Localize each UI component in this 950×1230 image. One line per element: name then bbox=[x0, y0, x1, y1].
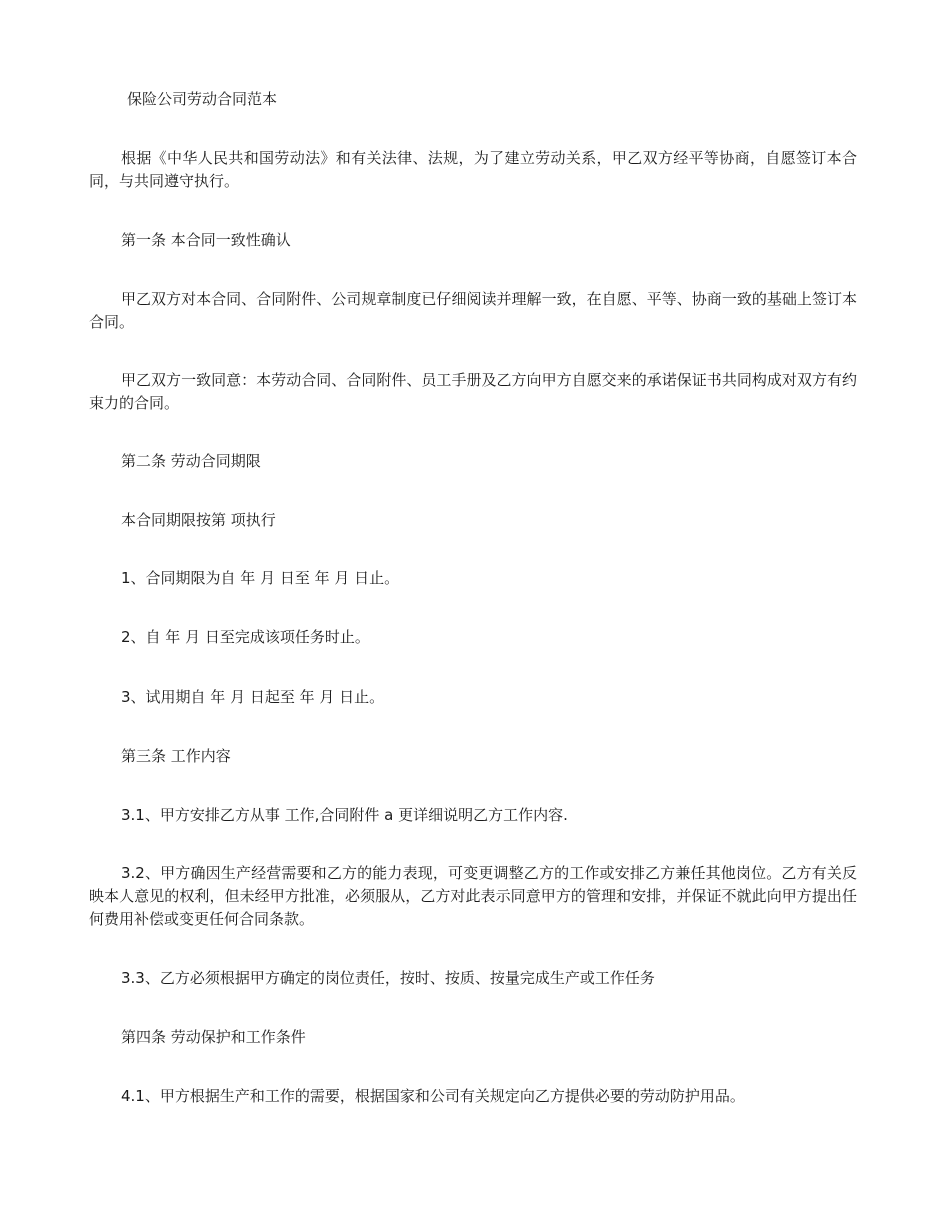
paragraph-preamble: 根据《中华人民共和国劳动法》和有关法律、法规，为了建立劳动关系，甲乙双方经平等协商，自愿签订本合同，与共同遵守执行。 bbox=[89, 149, 857, 190]
paragraph-article-3-3: 3.3、乙方必须根据甲方确定的岗位责任，按时、按质、按量完成生产或工作任务 bbox=[121, 969, 655, 987]
paragraph-article-2-item-1: 1、合同期限为自 年 月 日至 年 月 日止。 bbox=[121, 569, 400, 587]
paragraph-article-1-a: 甲乙双方对本合同、合同附件、公司规章制度已仔细阅读并理解一致，在自愿、平等、协商一致的基础上签订本合同。 bbox=[89, 290, 857, 331]
paragraph-article-2-item-3: 3、试用期自 年 月 日起至 年 月 日止。 bbox=[121, 688, 385, 706]
article-2-heading: 第二条 劳动合同期限 bbox=[121, 452, 261, 470]
paragraph-article-2-item-2: 2、自 年 月 日至完成该项任务时止。 bbox=[121, 628, 370, 646]
paragraph-article-4-1: 4.1、甲方根据生产和工作的需要，根据国家和公司有关规定向乙方提供必要的劳动防护用品。 bbox=[121, 1087, 745, 1105]
article-3-heading: 第三条 工作内容 bbox=[121, 747, 231, 765]
article-1-heading: 第一条 本合同一致性确认 bbox=[121, 231, 291, 249]
article-4-heading: 第四条 劳动保护和工作条件 bbox=[121, 1028, 306, 1046]
paragraph-article-1-b: 甲乙双方一致同意：本劳动合同、合同附件、员工手册及乙方向甲方自愿交来的承诺保证书共同构成对双方有约束力的合同。 bbox=[89, 371, 857, 412]
paragraph-article-3-1: 3.1、甲方安排乙方从事 工作,合同附件 a 更详细说明乙方工作内容. bbox=[121, 806, 568, 824]
paragraph-article-2-term: 本合同期限按第 项执行 bbox=[121, 511, 276, 529]
paragraph-article-3-2: 3.2、甲方确因生产经营需要和乙方的能力表现，可变更调整乙方的工作或安排乙方兼任其他岗位。乙方有关反映本人意见的权利，但未经甲方批准，必须服从，乙方对此表示同意甲方的管理和安排，并保证不就此向甲方提出任何费用补偿或变更任何合同条款。 bbox=[89, 864, 857, 928]
document-title: 保险公司劳动合同范本 bbox=[127, 90, 278, 108]
